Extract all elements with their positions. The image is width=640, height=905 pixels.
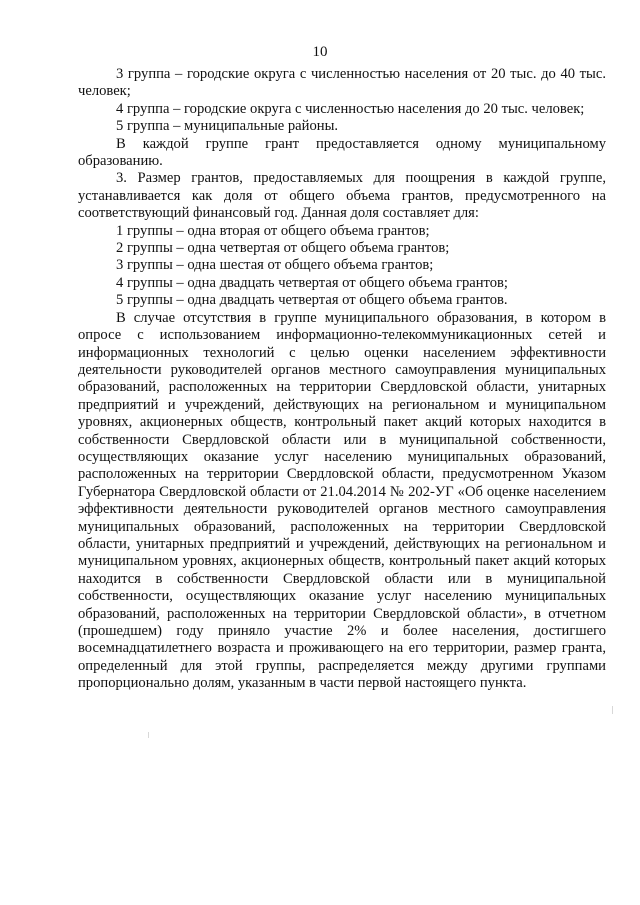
list-item-share-1: 1 группы – одна вторая от общего объема грантов; (116, 222, 430, 239)
paragraph-group-4: 4 группа – городские округа с численностью населения до 20 тыс. человек; (116, 100, 585, 117)
paragraph-grant-share: 3. Размер грантов, предоставляемых для поощрения в каждой группе, устанавливается как доля от общего объема грантов, предусмотренного на соответствующий финансовый год. Данная доля составляет для: (78, 170, 606, 222)
list-item-share-4: 4 группы – одна двадцать четвертая от общего объема грантов; (116, 274, 508, 291)
scan-artifact-mark (612, 706, 613, 714)
paragraph-group-3: 3 группа – городские округа с численностью населения от 20 тыс. до 40 тыс. человек; (78, 66, 606, 100)
paragraph-one-grant-per-group: В каждой группе грант предоставляется одному муниципальному образованию. (78, 135, 606, 170)
page-number: 10 (312, 44, 328, 60)
list-item-share-3: 3 группы – одна шестая от общего объема грантов; (116, 257, 434, 274)
document-body (78, 66, 606, 693)
list-item-share-5: 5 группы – одна двадцать четвертая от общего объема грантов. (116, 292, 508, 309)
paragraph-group-5: 5 группа – муниципальные районы. (116, 118, 339, 135)
paragraph-redistribution: В случае отсутствия в группе муниципального образования, в котором в опросе с использованием информационно-телекоммуникационных сетей и информационных технологий с целью оценки населением эффективности деятельности руководителей органов местного самоуправления муниципальных образований, расположенных на территории Свердловской области, унитарных предприятий и учреждений, действующих на региональном и муниципальном уровнях, акционерных обществ, контрольный пакет акций которых находится в собственности Свердловской области или в муниципальной собственности, осуществляющих оказание услуг населению муниципальных образований, расположенных на территории Свердловской области, предусмотренном Указом Губернатора Свердловской области от 21.04.2014 № 202-УГ «Об оценке населением эффективности деятельности руководителей органов местного самоуправления муниципальных образований, расположенных на территории Свердловской области, унитарных предприятий и учреждений, действующих на региональном и муниципальном уровнях, акционерных обществ, контрольный пакет акций которых находится в собственности Свердловской области или в муниципальной собственности, осуществляющих оказание услуг населению муниципальных образований, расположенных на территории Свердловской области», в отчетном (прошедшем) году приняло участие 2% и более населения, достигшего восемнадцатилетнего возраста и проживающего на его территории, размер гранта, определенный для этой группы, распределяется между другими группами пропорционально долям, указанным в части первой настоящего пункта. (78, 309, 606, 692)
list-item-share-2: 2 группы – одна четвертая от общего объема грантов; (116, 240, 450, 257)
scan-artifact-mark (148, 732, 149, 738)
